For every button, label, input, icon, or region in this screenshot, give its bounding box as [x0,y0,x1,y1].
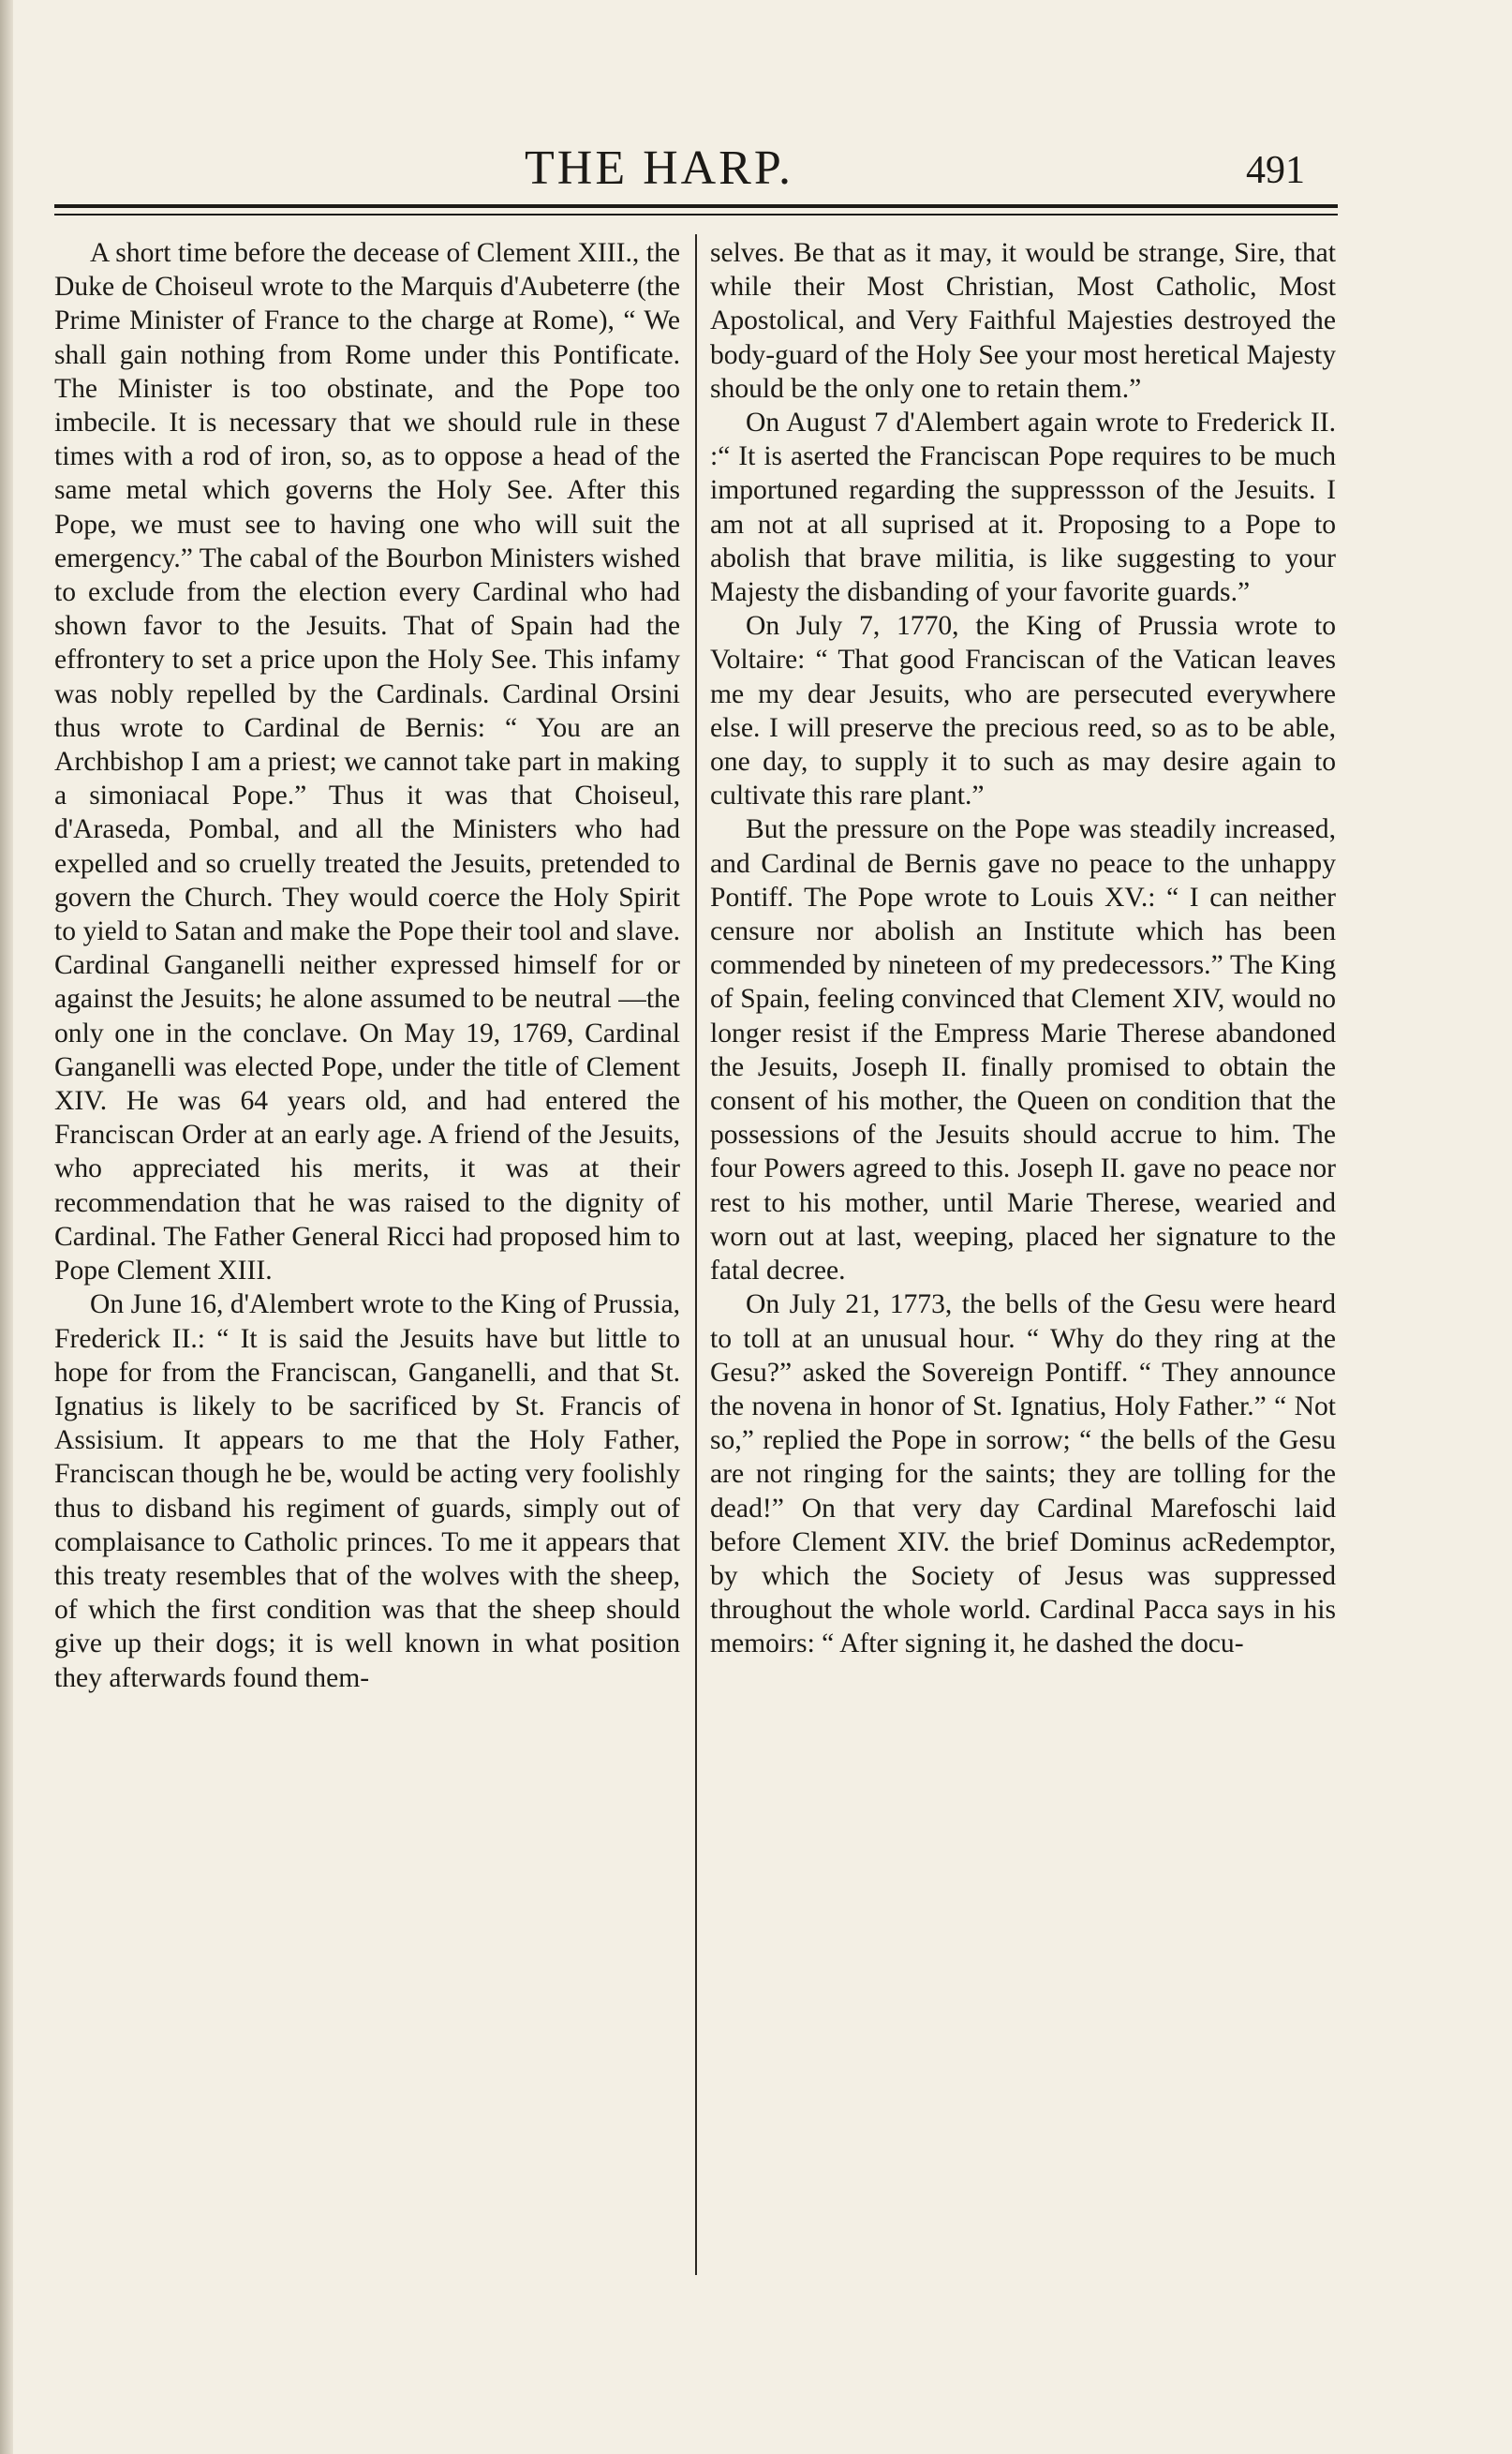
paragraph: On July 7, 1770, the King of Prussia wrote to Voltaire: “ That good Franciscan of the Vatican leaves me my dear Jesuits, who are persecuted everywhere else. I will preserve the precious reed, so as to be able, one day, to supply it to such as may desire again to cultivate this rare plant.” [710,611,1336,811]
left-column [54,236,680,2279]
binding-edge [0,0,13,2454]
right-column [710,236,1336,2279]
paragraph: On August 7 d'Alembert again wrote to Frederick II. :“ It is aserted the Franciscan Pope requires to be much importuned regarding the suppressson of the Jesuits. I am not at all suprised at it. Proposing to a Pope to abolish that brave militia, is like suggesting to your Majesty the disbanding of your favorite guards.” [710,408,1336,608]
header-rule-thick [54,204,1338,208]
running-head [0,141,1512,206]
paragraph: On July 21, 1773, the bells of the Gesu were heard to toll at an unusual hour. “ Why do they ring at the Gesu?” asked the Sovereign Pontiff. “ They announce the novena in honor of St. Ignatius, Holy Father.” “ Not so,” replied the Pope in sorrow; “ the bells of the Gesu are not ringing for the saints; they are tolling for the dead!” On that very day Cardinal Marefoschi laid before Clement XIV. the brief Dominus acRedemptor, by which the Society of Jesus was suppressed throughout the whole world. Cardinal Pacca says in his memoirs: “ After signing it, he dashed the docu- [710,1289,1336,1659]
page-number: 491 [1246,149,1305,192]
paragraph: selves. Be that as it may, it would be strange, Sire, that while their Most Christian, Most Catholic, Most Apostolical, and Very Faithful Majesties destroyed the body-guard of the Holy See your most heretical Majesty should be the only one to retain them.” [710,238,1336,404]
running-title: THE HARP. [525,141,794,195]
header-rule-thin [54,214,1338,216]
column-divider [695,234,697,2275]
paragraph: But the pressure on the Pope was steadily increased, and Cardinal de Bernis gave no peace to the unhappy Pontiff. The Pope wrote to Louis XV.: “ I can neither censure nor abolish an Institute which has been commended by nineteen of my predecessors.” The King of Spain, feeling convinced that Clement XIV, would no longer resist if the Empress Marie Therese abandoned the Jesuits, Joseph II. finally promised to obtain the consent of his mother, the Queen on condition that the possessions of the Jesuits should accrue to him. The four Powers agreed to this. Joseph II. gave no peace nor rest to his mother, until Marie Therese, wearied and worn out at last, weeping, placed her signature to the fatal decree. [710,814,1336,1286]
paragraph: On June 16, d'Alembert wrote to the King of Prussia, Frederick II.: “ It is said the Jesuits have but little to hope for from the Franciscan, Ganganelli, and that St. Ignatius is likely to be sacrificed by St. Francis of Assisium. It appears to me that the Holy Father, Franciscan though he be, would be acting very foolishly thus to disband his regiment of guards, simply out of complaisance to Catholic princes. To me it appears that this treaty resembles that of the wolves with the sheep, of which the first condition was that the sheep should give up their dogs; it is well known in what position they afterwards found them- [54,1289,680,1693]
paragraph: A short time before the decease of Clement XIII., the Duke de Choiseul wrote to the Marquis d'Aubeterre (the Prime Minister of France to the charge at Rome), “ We shall gain nothing from Rome under this Pontificate. The Minister is too obstinate, and the Pope too imbecile. It is necessary that we should rule in these times with a rod of iron, so, as to oppose a head of the same metal which governs the Holy See. After this Pope, we must see to having one who will suit the emergency.” The cabal of the Bourbon Ministers wished to exclude from the election every Cardinal who had shown favor to the Jesuits. That of Spain had the effrontery to set a price upon the Holy See. This infamy was nobly repelled by the Cardinals. Cardinal Orsini thus wrote to Cardinal de Bernis: “ You are an Archbishop I am a priest; we cannot take part in making a simoniacal Pope.” Thus it was that Choiseul, d'Araseda, Pombal, and all the Ministers who had expelled and so cruelly treated the Jesuits, pretended to govern the Church. They would coerce the Holy Spirit to yield to Satan and make the Pope their tool and slave. Cardinal Ganganelli neither expressed himself for or against the Jesuits; he alone assumed to be neutral —the only one in the conclave. On May 19, 1769, Cardinal Ganganelli was elected Pope, under the title of Clement XIV. He was 64 years old, and had entered the Franciscan Order at an early age. A friend of the Jesuits, who appreciated his merits, it was at their recommendation that he was raised to the dignity of Cardinal. The Father General Ricci had proposed him to Pope Clement XIII. [54,238,680,1286]
